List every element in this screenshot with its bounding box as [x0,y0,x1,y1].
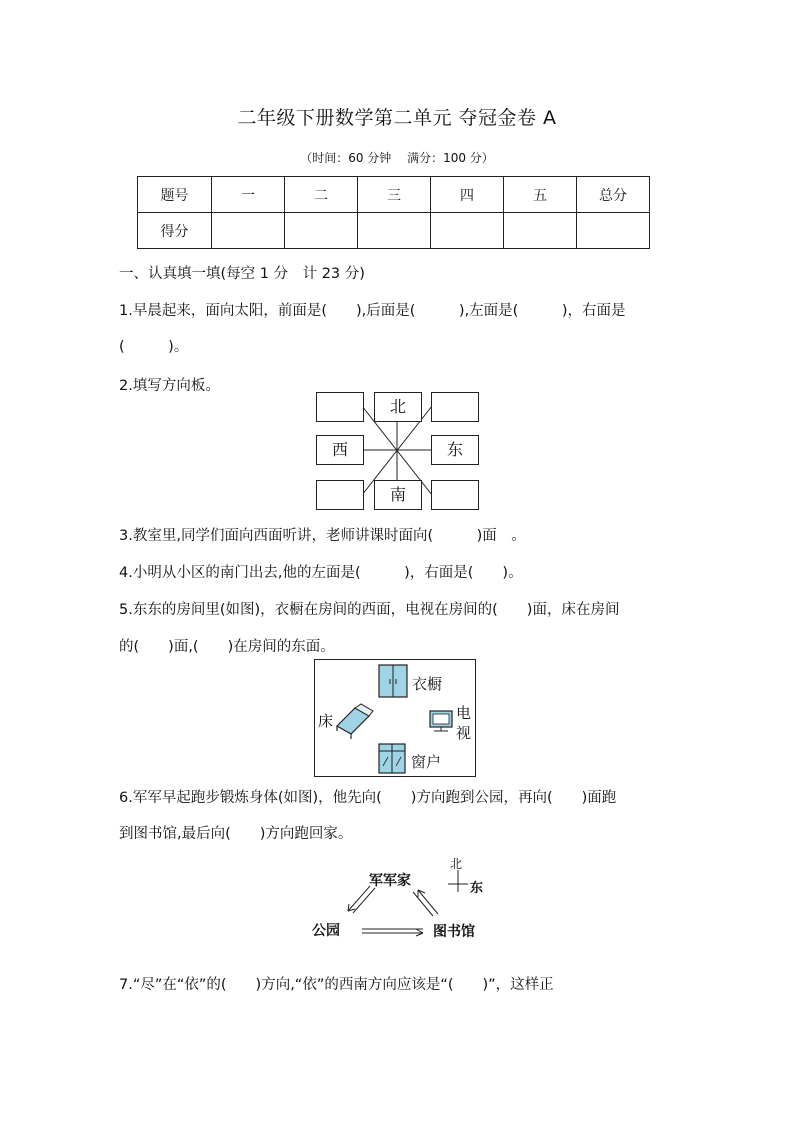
tv-label-2: 视 [456,724,472,742]
north-east-cross [448,870,468,892]
exam-info: （时间：60 分钟 满分：100 分） [300,151,494,165]
wardrobe-icon [379,665,407,697]
room-furniture-drawings [315,660,475,776]
northwest-blank-box[interactable] [316,392,364,422]
score-cell[interactable] [577,213,650,249]
home-label: 军军家 [369,873,411,889]
score-table-header: 三 [358,177,431,213]
score-cell[interactable] [358,213,431,249]
score-row-label: 得分 [138,213,212,249]
northeast-blank-box[interactable] [431,392,479,422]
park-label: 公园 [312,923,340,939]
question-6: 6.军军早起跑步锻炼身体(如图)，他先向( )方向跑到公园，再向( )面跑 [119,790,617,806]
question-4: 4.小明从小区的南门出去,他的左面是( )，右面是( )。 [119,565,523,581]
score-table-header: 一 [212,177,285,213]
score-table-header: 题号 [138,177,212,213]
score-cell[interactable] [504,213,577,249]
question-5: 5.东东的房间里(如图)，衣橱在房间的西面，电视在房间的( )面，床在房间 [119,602,620,618]
library-to-home-arrow [413,890,438,916]
score-table-header: 总分 [577,177,650,213]
west-box: 西 [316,435,364,465]
score-table-header: 二 [285,177,358,213]
compass-board-figure [314,391,480,510]
bed-icon [337,704,373,739]
east-box: 东 [431,435,479,465]
south-box: 南 [374,480,422,510]
park-to-library-arrow [362,929,423,936]
tv-icon [430,711,452,731]
route-figure [298,853,490,945]
question-5-cont: 的( )面,( )在房间的东面。 [119,639,335,655]
window-icon [379,744,405,773]
score-table-header-row [138,177,650,213]
home-to-park-arrow [348,886,375,913]
question-1-cont: ( )。 [119,339,189,355]
question-3: 3.教室里,同学们面向西面听讲，老师讲课时面向( )面 。 [119,528,526,544]
southeast-blank-box[interactable] [431,480,479,510]
north-label: 北 [450,857,463,871]
library-label: 图书馆 [433,924,475,940]
score-cell[interactable] [431,213,504,249]
north-box: 北 [374,392,422,422]
question-1: 1.早晨起来，面向太阳，前面是( ),后面是( ),左面是( )，右面是 [119,303,626,319]
southwest-blank-box[interactable] [316,480,364,510]
question-6-cont: 到图书馆,最后向( )方向跑回家。 [119,826,353,842]
room-figure [314,659,476,777]
question-2: 2.填写方向板。 [119,378,220,394]
east-label: 东 [470,881,484,896]
bed-label: 床 [318,712,334,730]
section-heading: 一、认真填一填(每空 1 分 计 23 分) [119,266,365,282]
score-table-score-row [138,213,650,249]
score-cell[interactable] [285,213,358,249]
score-cell[interactable] [212,213,285,249]
score-table [137,176,650,249]
page-title: 二年级下册数学第二单元 夺冠金卷 A [237,107,557,129]
score-table-header: 五 [504,177,577,213]
tv-label-1: 电 [456,704,472,722]
window-label: 窗户 [411,753,442,771]
question-7: 7.“尽”在“依”的( )方向,“依”的西南方向应该是“( )”，这样正 [119,977,554,993]
score-table-header: 四 [431,177,504,213]
wardrobe-label: 衣橱 [412,675,443,693]
